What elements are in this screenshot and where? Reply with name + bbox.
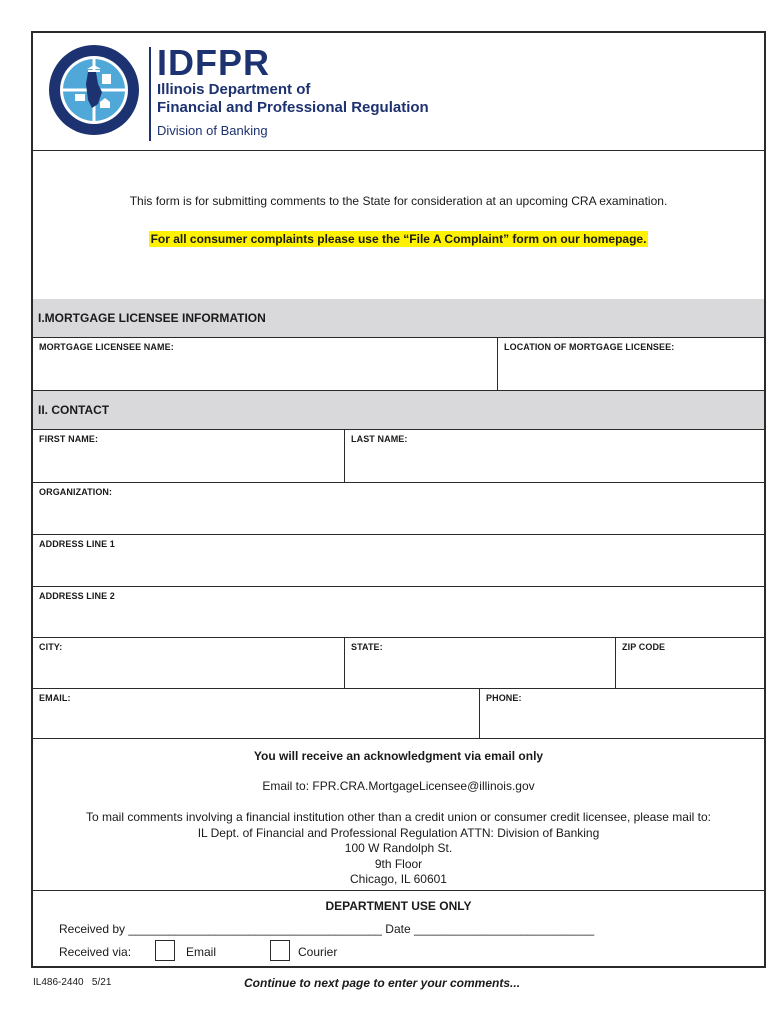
intro-section [33, 150, 764, 300]
courier-checkbox[interactable] [270, 940, 290, 961]
email-field[interactable] [33, 689, 479, 738]
continue-note: Continue to next page to enter your comments... [244, 976, 521, 990]
complaint-notice: For all consumer complaints please use the “File A Complaint” form on our homepage. [150, 232, 647, 246]
city-field[interactable] [33, 638, 344, 688]
received-via-label: Received via: [59, 945, 132, 959]
cra-comment-form [31, 31, 766, 968]
licensee-name-field[interactable] [33, 338, 497, 390]
form-code: IL486-2440 5/21 [33, 977, 112, 988]
organization-field[interactable] [33, 483, 764, 535]
mailing-intro: To mail comments involving a financial institution other than a credit union or consumer credit licensee, please mail to: [86, 810, 711, 824]
first-name-label: FIRST NAME: [39, 434, 99, 444]
licensee-location-label: LOCATION OF MORTGAGE LICENSEE: [504, 342, 675, 352]
mailing-address-line3: 9th Floor [374, 856, 423, 871]
zip-code-label: ZIP CODE [622, 642, 666, 652]
city-label: CITY: [39, 642, 63, 652]
section-header-licensee: I.MORTGAGE LICENSEE INFORMATION [33, 299, 764, 338]
first-name-field[interactable] [33, 430, 344, 482]
mailing-instructions [33, 810, 764, 888]
address-line1-field[interactable] [33, 535, 764, 587]
section-header-contact: II. CONTACT [33, 391, 764, 430]
last-name-label: LAST NAME: [351, 434, 408, 444]
state-label: STATE: [351, 642, 383, 652]
city-state-zip-row [33, 638, 764, 689]
organization-label: ORGANIZATION: [39, 487, 113, 497]
department-use-section [33, 890, 764, 968]
last-name-field[interactable] [344, 430, 768, 482]
zip-code-field[interactable] [615, 638, 768, 688]
division-name: Division of Banking [157, 123, 268, 138]
email-option-label: Email [186, 945, 217, 959]
form-header [33, 33, 764, 151]
address-line2-field[interactable] [33, 587, 764, 638]
licensee-name-label: MORTGAGE LICENSEE NAME: [39, 342, 174, 352]
address-line1-label: ADDRESS LINE 1 [39, 539, 115, 549]
address-line2-label: ADDRESS LINE 2 [39, 591, 115, 601]
name-row [33, 430, 764, 483]
intro-text: This form is for submitting comments to the State for consideration at an upcoming CRA examination. [129, 194, 668, 208]
department-use-title: DEPARTMENT USE ONLY [325, 899, 472, 913]
idfpr-seal-logo [48, 44, 140, 136]
submission-info [33, 739, 764, 891]
agency-name-line1: Illinois Department of [157, 81, 311, 98]
received-by-line: Received by ______________________________________ Date ___________________________ [59, 922, 595, 936]
courier-option-label: Courier [298, 945, 338, 959]
submission-email-text: Email to: FPR.CRA.MortgageLicensee@illinois.gov [262, 779, 535, 793]
brand-divider [149, 47, 151, 141]
phone-label: PHONE: [486, 693, 522, 703]
mailing-address-line4: Chicago, IL 60601 [350, 872, 447, 886]
email-checkbox[interactable] [155, 940, 175, 961]
agency-name-line2: Financial and Professional Regulation [157, 99, 429, 116]
mailing-address-line1: IL Dept. of Financial and Professional Regulation ATTN: Division of Banking [197, 825, 600, 840]
email-phone-row [33, 689, 764, 739]
licensee-location-field[interactable] [497, 338, 768, 390]
email-label: EMAIL: [39, 693, 71, 703]
agency-brand [153, 42, 429, 138]
acknowledgment-text: You will receive an acknowledgment via email only [253, 749, 544, 763]
agency-abbreviation: IDFPR [157, 42, 270, 83]
licensee-row [33, 338, 764, 391]
state-field[interactable] [344, 638, 615, 688]
phone-field[interactable] [479, 689, 768, 738]
mailing-address-line2: 100 W Randolph St. [344, 841, 453, 855]
